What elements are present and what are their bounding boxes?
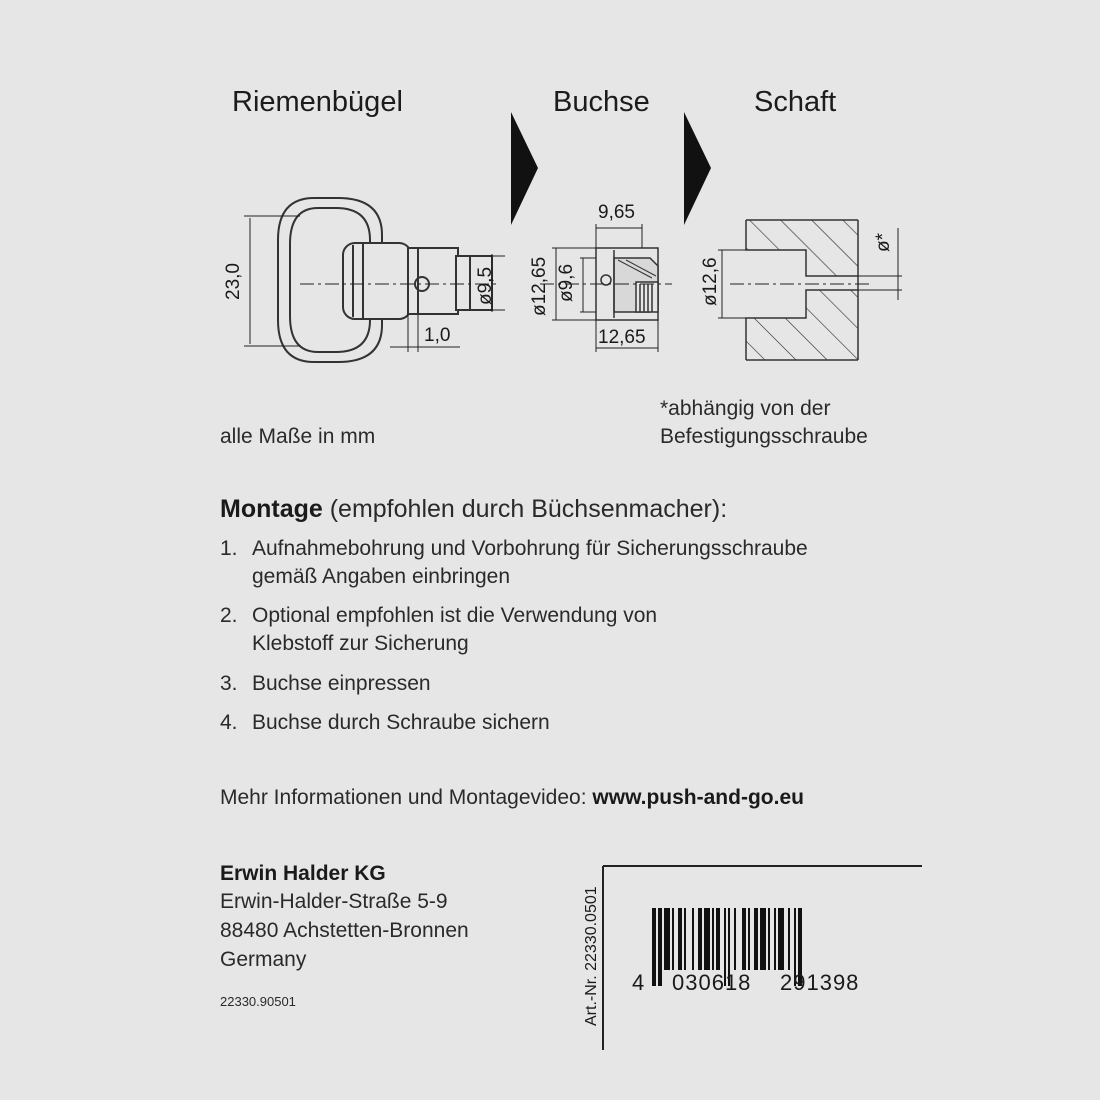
step-text: Aufnahmebohrung und Vorbohrung für Sicherungsschraube xyxy=(252,537,808,560)
company-street: Erwin-Halder-Straße 5-9 xyxy=(220,890,448,913)
barcode-bar xyxy=(734,908,736,970)
dim-23: 23,0 xyxy=(223,263,244,300)
barcode-bar xyxy=(748,908,750,970)
barcode-bar xyxy=(652,908,656,986)
list-item xyxy=(220,709,952,737)
barcode-bar xyxy=(774,908,776,970)
website-link[interactable]: www.push-and-go.eu xyxy=(592,786,804,809)
step-text: Buchse durch Schraube sichern xyxy=(252,711,550,734)
info-line xyxy=(220,786,804,810)
step-number: 3. xyxy=(220,672,238,695)
barcode-bar xyxy=(678,908,682,970)
step-text: gemäß Angaben einbringen xyxy=(252,565,511,588)
list-item xyxy=(220,602,952,658)
stock-drawing xyxy=(746,220,858,360)
dim-9-5: ø9,5 xyxy=(475,266,496,305)
heading-schaft: Schaft xyxy=(754,86,837,118)
barcode-bar xyxy=(704,908,710,970)
barcode-bar xyxy=(768,908,770,970)
dim-12-65-dia: ø12,65 xyxy=(529,256,550,316)
montage-heading-bold: Montage xyxy=(220,495,323,523)
barcode-bar xyxy=(672,908,674,970)
step-number: 2. xyxy=(220,604,238,627)
barcode-group-1: 030618 xyxy=(672,970,752,995)
barcode-bar xyxy=(712,908,714,970)
heading-riemenbuegel: Riemenbügel xyxy=(232,86,403,118)
barcode-bar xyxy=(788,908,790,970)
step-number: 1. xyxy=(220,537,238,560)
dim-12-65: 12,65 xyxy=(598,327,646,348)
montage-heading xyxy=(220,495,727,524)
dim-star: ø* xyxy=(873,233,894,252)
sling-swivel-drawing xyxy=(278,198,492,362)
company-country: Germany xyxy=(220,948,307,971)
art-nr: Art.-Nr. 22330.0501 xyxy=(583,886,600,1026)
barcode-digit-first: 4 xyxy=(632,970,645,995)
barcode-bar xyxy=(698,908,702,970)
info-text: Mehr Informationen und Montagevideo: xyxy=(220,786,593,809)
barcode-bar xyxy=(760,908,766,970)
units-note: alle Maße in mm xyxy=(220,425,376,448)
step-text: Buchse einpressen xyxy=(252,672,431,695)
company-name: Erwin Halder KG xyxy=(220,862,386,885)
barcode-bar xyxy=(778,908,784,970)
dim-9-6: ø9,6 xyxy=(556,263,577,302)
barcode-bar xyxy=(754,908,758,970)
company-code: 22330.90501 xyxy=(220,994,296,1009)
step-number: 4. xyxy=(220,711,238,734)
list-item xyxy=(220,535,952,591)
step-text: Klebstoff zur Sicherung xyxy=(252,632,469,655)
montage-heading-rest: (empfohlen durch Büchsenmacher): xyxy=(322,495,728,523)
heading-buchse: Buchse xyxy=(553,86,650,118)
footnote-line-1: *abhängig von der xyxy=(660,397,831,420)
list-item xyxy=(220,670,952,698)
step-text: Optional empfohlen ist die Verwendung von xyxy=(252,604,658,627)
barcode-bar xyxy=(742,908,746,970)
barcode-bar xyxy=(716,908,720,970)
barcode-group-2: 291398 xyxy=(780,970,860,995)
arrow-right-icon xyxy=(511,112,538,225)
barcode-bar xyxy=(664,908,670,970)
barcode-bar xyxy=(658,908,662,986)
barcode-bar xyxy=(692,908,694,970)
dim-12-6: ø12,6 xyxy=(700,257,721,306)
company-city: 88480 Achstetten-Bronnen xyxy=(220,919,469,942)
dim-9-65: 9,65 xyxy=(598,202,635,223)
footnote-line-2: Befestigungsschraube xyxy=(660,425,868,448)
arrow-right-icon xyxy=(684,112,711,225)
barcode-bar xyxy=(684,908,686,970)
dim-1-0: 1,0 xyxy=(424,325,451,346)
